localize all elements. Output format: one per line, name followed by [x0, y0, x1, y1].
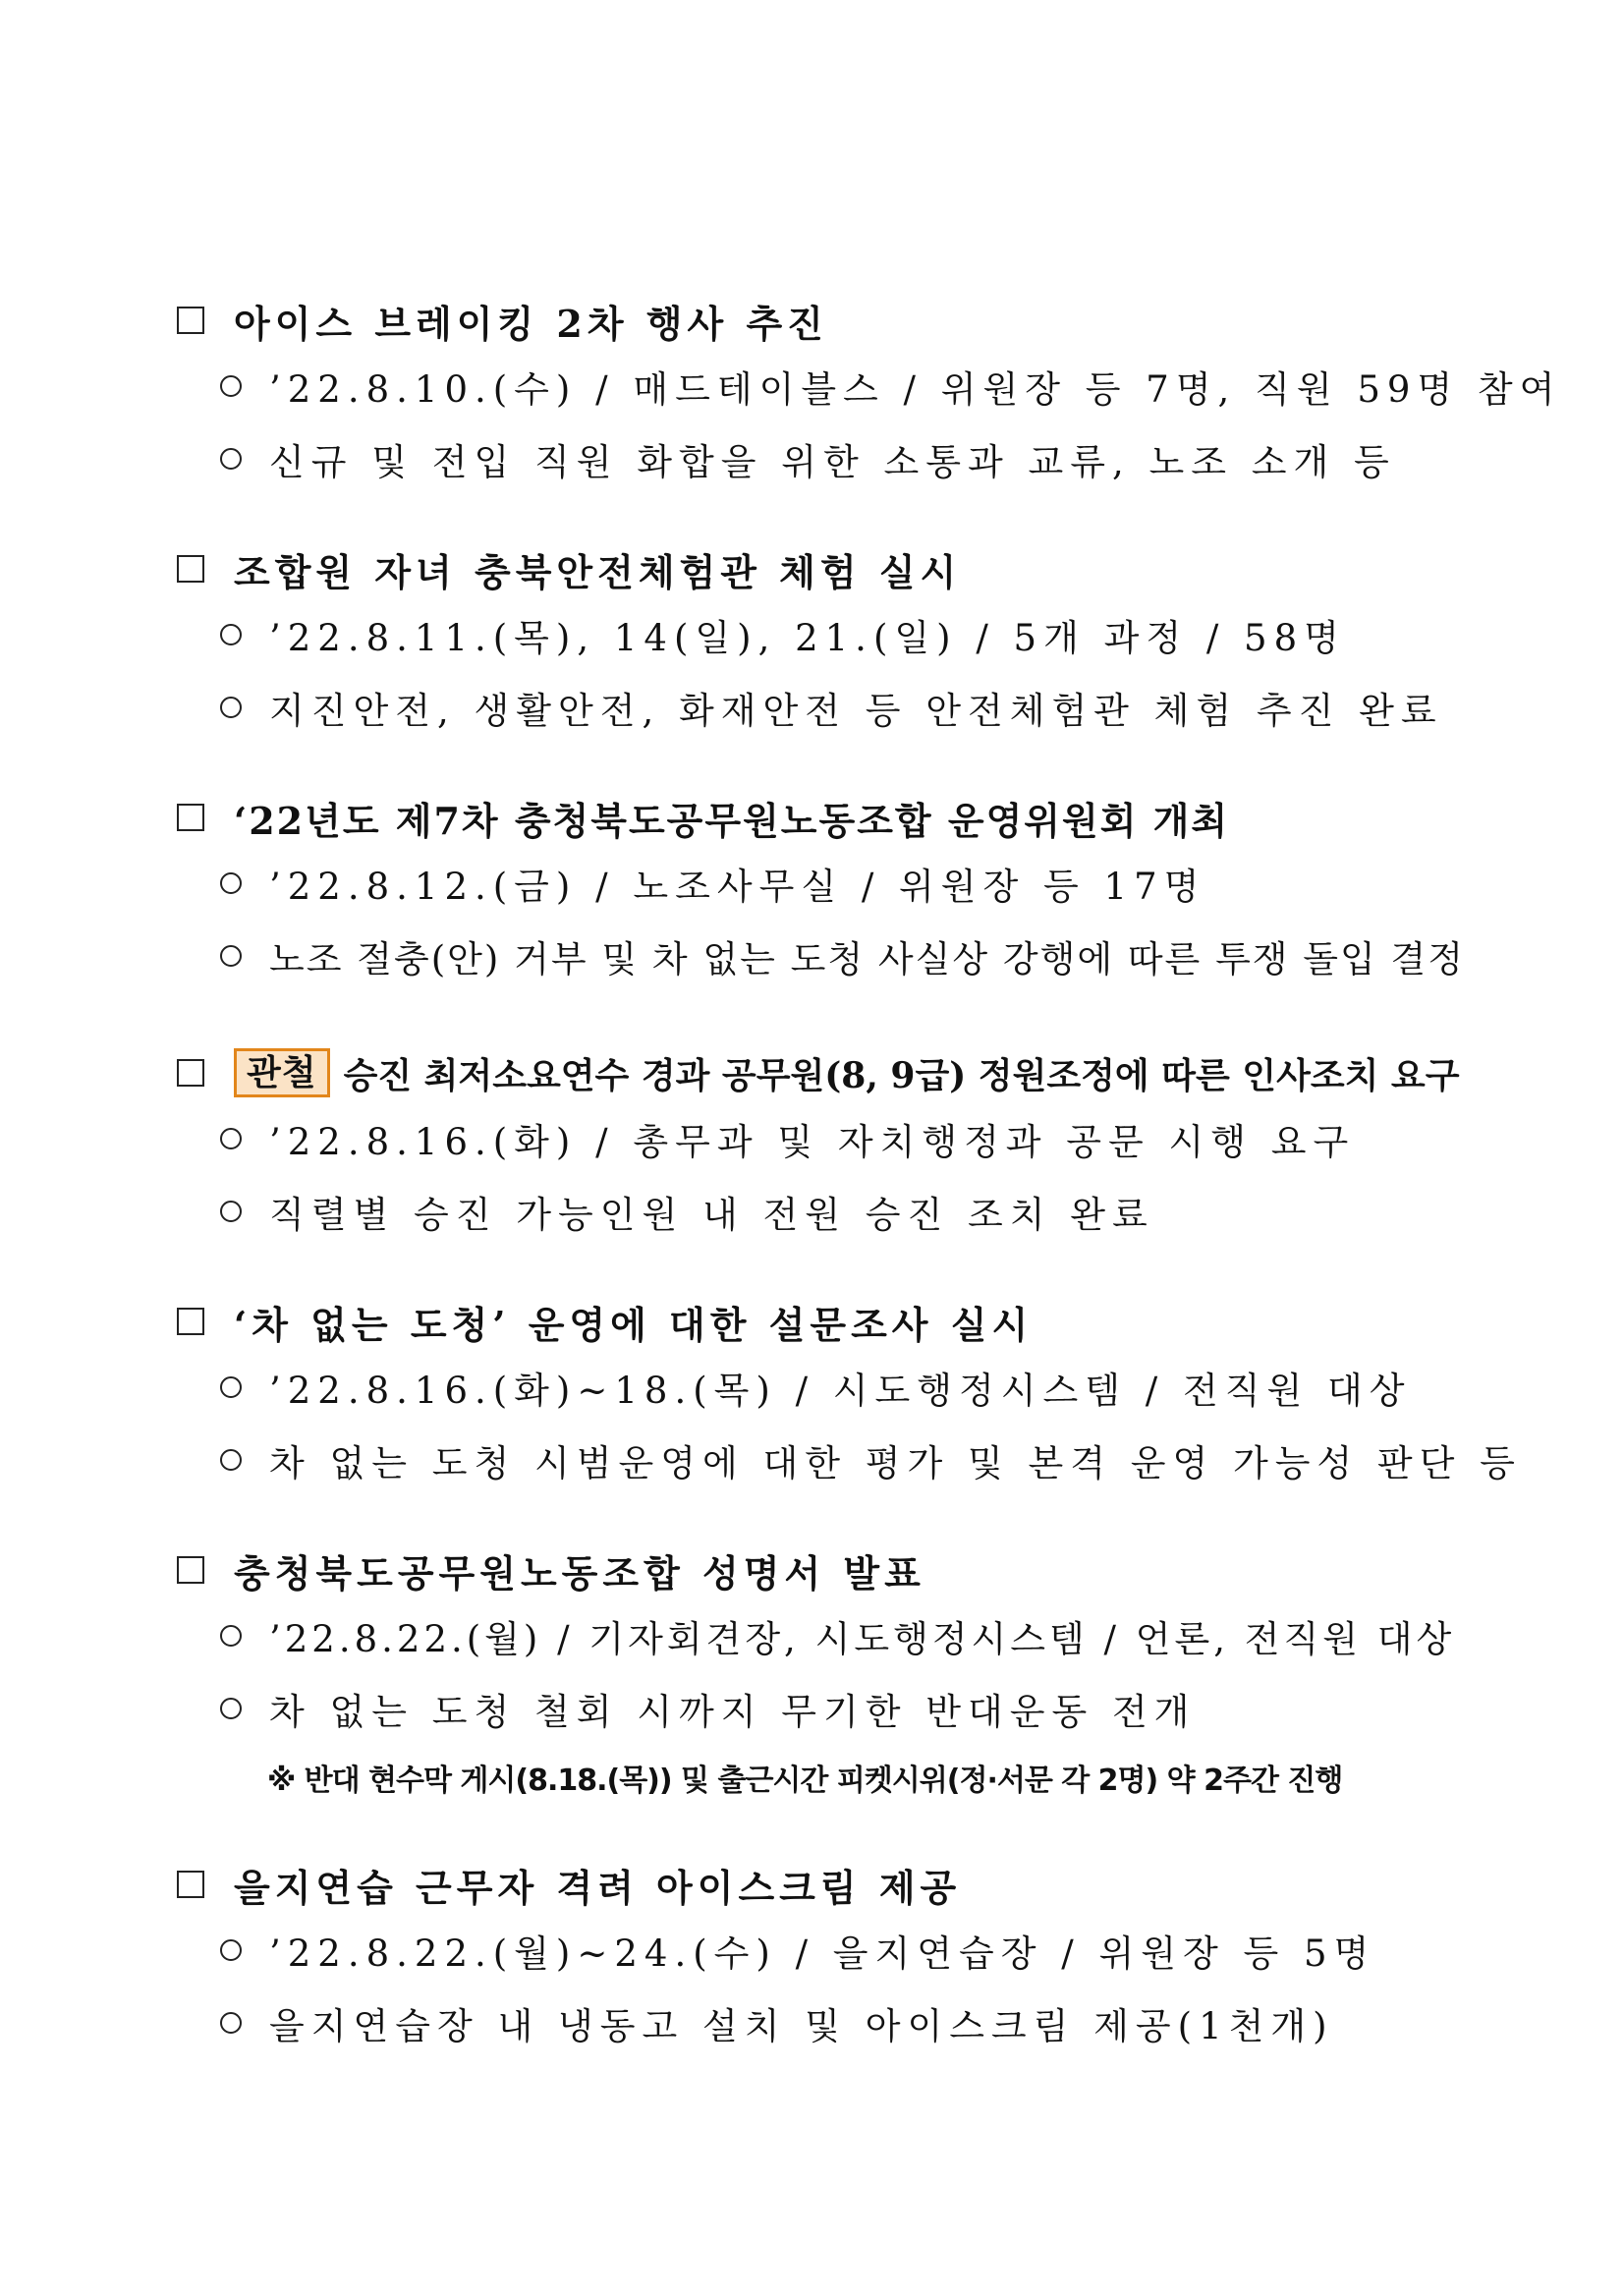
circle-bullet-icon [220, 1449, 242, 1471]
bullet-text: 직렬별 승진 가능인원 내 전원 승진 조치 완료 [269, 1194, 1154, 1236]
bullet-item [177, 1987, 1493, 2059]
section-title-row [177, 1540, 1493, 1599]
checkbox-icon [177, 1308, 204, 1335]
bullet-item [177, 598, 1493, 671]
section-steering-committee [177, 788, 1493, 992]
section-title: 아이스 브레이킹 2차 행사 추진 [234, 301, 828, 346]
checkbox-icon [177, 804, 204, 831]
bullet-text: ’22.8.22.(월) / 기자회견장, 시도행정시스템 / 언론, 전직원 대상 [269, 1618, 1456, 1660]
bullet-text: ’22.8.16.(화) / 총무과 및 자치행정과 공문 시행 요구 [269, 1121, 1356, 1163]
bullet-item [177, 847, 1493, 920]
section-ice-breaking [177, 291, 1562, 495]
section-title-row [177, 1292, 1493, 1351]
section-title: 을지연습 근무자 격려 아이스크림 제공 [234, 1865, 962, 1910]
bullet-text: 차 없는 도청 철회 시까지 무기한 반대운동 전개 [269, 1691, 1197, 1733]
circle-bullet-icon [220, 1376, 242, 1398]
circle-bullet-icon [220, 697, 242, 718]
section-statement [177, 1540, 1493, 1810]
bullet-text: ’22.8.16.(화)~18.(목) / 시도행정시스템 / 전직원 대상 [269, 1370, 1412, 1412]
bullet-text: 신규 및 전입 직원 화합을 위한 소통과 교류, 노조 소개 등 [269, 441, 1396, 483]
note-item [177, 1745, 1493, 1810]
note-text: ※ 반대 현수막 게시(8.18.(목)) 및 출근시간 피켓시위(정·서문 각 2명) 약 2주간 진행 [267, 1764, 1343, 1798]
circle-bullet-icon [220, 448, 242, 470]
bullet-text: ’22.8.12.(금) / 노조사무실 / 위원장 등 17명 [269, 866, 1206, 908]
circle-bullet-icon [220, 375, 242, 397]
bullet-item [177, 1914, 1493, 1987]
section-title: 조합원 자녀 충북안전체험관 체험 실시 [234, 549, 962, 594]
bullet-text: ’22.8.22.(월)~24.(수) / 을지연습장 / 위원장 등 5명 [269, 1932, 1376, 1975]
bullet-item [177, 1102, 1493, 1175]
bullet-text: 노조 절충(안) 거부 및 차 없는 도청 사실상 강행에 따른 투쟁 돌입 결정 [269, 938, 1466, 980]
checkbox-icon [177, 555, 204, 583]
bullet-item [177, 350, 1562, 422]
bullet-item [177, 1424, 1522, 1496]
section-title-row [177, 1043, 1493, 1102]
section-title-row [177, 539, 1493, 598]
bullet-item [177, 671, 1493, 744]
circle-bullet-icon [220, 1698, 242, 1719]
section-title-row [177, 1855, 1493, 1914]
circle-bullet-icon [220, 945, 242, 967]
bullet-text: ’22.8.10.(수) / 매드테이블스 / 위원장 등 7명, 직원 59명 참여 [269, 368, 1562, 411]
bullet-item [177, 422, 1493, 495]
section-title-row [177, 291, 1493, 350]
checkbox-icon [177, 307, 204, 334]
bullet-text: 차 없는 도청 시범운영에 대한 평가 및 본격 운영 가능성 판단 등 [269, 1442, 1522, 1484]
bullet-text: 지진안전, 생활안전, 화재안전 등 안전체험관 체험 추진 완료 [269, 690, 1443, 732]
circle-bullet-icon [220, 1201, 242, 1222]
checkbox-icon [177, 1556, 204, 1584]
section-title: 충청북도공무원노동조합 성명서 발표 [234, 1550, 925, 1596]
section-survey [177, 1292, 1522, 1496]
bullet-text: ’22.8.11.(목), 14(일), 21.(일) / 5개 과정 / 58명 [269, 617, 1346, 659]
section-title: ‘차 없는 도청’ 운영에 대한 설문조사 실시 [234, 1302, 1034, 1347]
circle-bullet-icon [220, 624, 242, 645]
circle-bullet-icon [220, 1939, 242, 1961]
bullet-item [177, 1672, 1493, 1745]
section-personnel-demand [177, 1043, 1493, 1248]
status-badge: 관철 [234, 1048, 330, 1097]
section-title: ‘22년도 제7차 충청북도공무원노동조합 운영위원회 개최 [234, 798, 1230, 843]
circle-bullet-icon [220, 1625, 242, 1647]
section-title-row [177, 788, 1493, 847]
bullet-item [177, 920, 1493, 992]
section-ice-cream [177, 1855, 1493, 2059]
section-safety-experience [177, 539, 1493, 744]
bullet-item [177, 1175, 1493, 1248]
bullet-item [177, 1351, 1493, 1424]
circle-bullet-icon [220, 1128, 242, 1149]
checkbox-icon [177, 1059, 204, 1087]
bullet-text: 을지연습장 내 냉동고 설치 및 아이스크림 제공(1천개) [269, 2005, 1334, 2047]
bullet-item [177, 1599, 1493, 1672]
circle-bullet-icon [220, 2012, 242, 2034]
checkbox-icon [177, 1871, 204, 1898]
circle-bullet-icon [220, 872, 242, 894]
section-title: 승진 최저소요연수 경과 공무원(8, 9급) 정원조정에 따른 인사조치 요구 [343, 1054, 1460, 1096]
